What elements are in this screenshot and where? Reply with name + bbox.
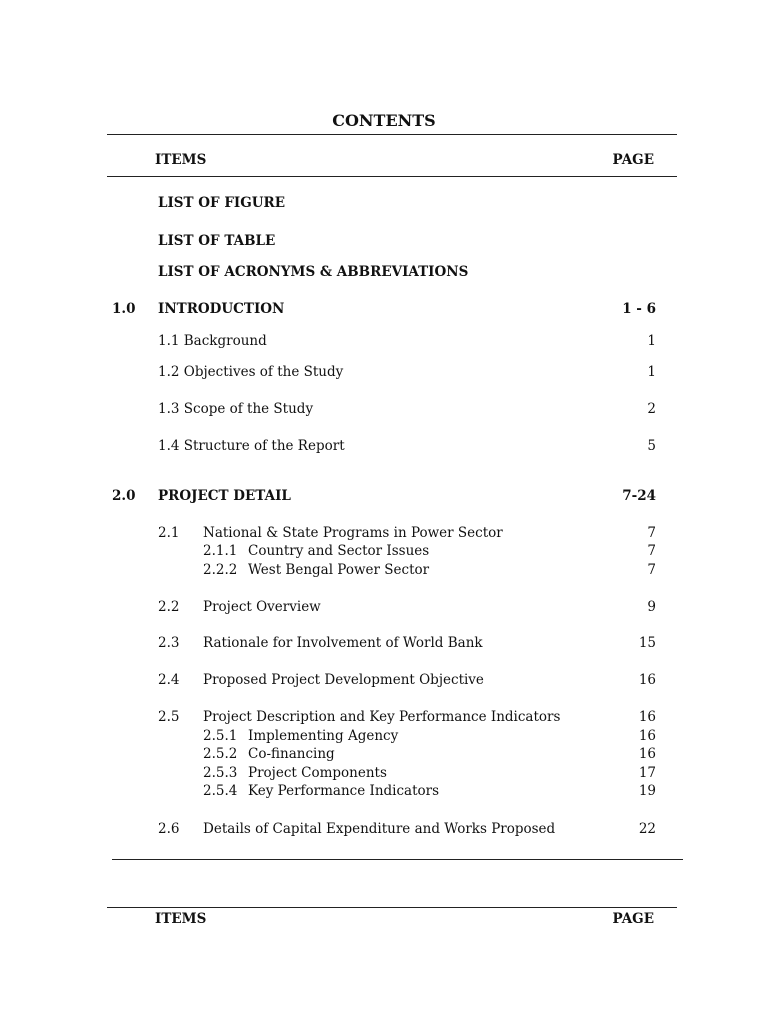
toc-entry-number: 2.4 (158, 672, 180, 688)
header-top-divider (107, 907, 677, 908)
section-number: 1.0 (112, 301, 136, 317)
toc-entry-page: 5 (647, 438, 656, 454)
toc-entry-page: 1 (647, 333, 656, 349)
toc-entry-page: 17 (638, 765, 656, 781)
section-number: 2.0 (112, 488, 136, 504)
toc-entry-page: 7 (647, 562, 656, 578)
section-title: INTRODUCTION (158, 301, 285, 317)
toc-entry-number: 2.5.3 (203, 765, 238, 781)
toc-entry-page: 1 (647, 364, 656, 380)
toc-entry-label: Proposed Project Development Objective (203, 672, 484, 688)
toc-entry-label: Implementing Agency (248, 728, 399, 744)
toc-entry-page: 15 (638, 635, 656, 651)
items-column-header: ITEMS (155, 911, 207, 927)
toc-list-of-table: LIST OF TABLE (158, 233, 276, 249)
toc-entry-number: 2.3 (158, 635, 180, 651)
items-column-header: ITEMS (155, 152, 207, 168)
section-pages: 7-24 (622, 488, 656, 504)
toc-entry-label: 1.3 Scope of the Study (158, 401, 314, 417)
section-title: PROJECT DETAIL (158, 488, 291, 504)
page-column-header: PAGE (612, 152, 654, 168)
page-title: CONTENTS (332, 111, 436, 130)
toc-entry-label: Co-financing (248, 746, 335, 762)
toc-entry-label: Key Performance Indicators (248, 783, 440, 799)
toc-entry-label: West Bengal Power Sector (248, 562, 430, 578)
toc-entry-label: 1.1 Background (158, 333, 267, 349)
section-pages: 1 - 6 (622, 301, 656, 317)
toc-entry-label: National & State Programs in Power Sector (203, 525, 503, 541)
toc-entry-number: 2.5 (158, 709, 180, 725)
toc-entry-page: 16 (638, 709, 656, 725)
toc-entry-page: 22 (638, 821, 656, 837)
toc-entry-page: 19 (638, 783, 656, 799)
toc-entry-number: 2.5.1 (203, 728, 238, 744)
toc-entry-page: 7 (647, 525, 656, 541)
header-divider (107, 176, 677, 177)
table-end-divider (112, 859, 683, 860)
page-column-header: PAGE (612, 911, 654, 927)
toc-entry-page: 9 (647, 599, 656, 615)
toc-entry-page: 2 (647, 401, 656, 417)
toc-entry-number: 2.6 (158, 821, 180, 837)
toc-entry-number: 2.2.2 (203, 562, 238, 578)
toc-entry-label: Project Overview (203, 599, 321, 615)
toc-entry-page: 16 (638, 746, 656, 762)
toc-entry-number: 2.1 (158, 525, 180, 541)
toc-entry-label: Rationale for Involvement of World Bank (203, 635, 483, 651)
title-divider (107, 134, 677, 135)
toc-entry-page: 7 (647, 543, 656, 559)
toc-entry-label: 1.4 Structure of the Report (158, 438, 345, 454)
toc-entry-number: 2.2 (158, 599, 180, 615)
toc-entry-number: 2.5.4 (203, 783, 238, 799)
toc-list-of-acronyms: LIST OF ACRONYMS & ABBREVIATIONS (158, 264, 469, 280)
toc-entry-number: 2.5.2 (203, 746, 238, 762)
toc-entry-label: Details of Capital Expenditure and Works Proposed (203, 821, 556, 837)
toc-entry-label: Country and Sector Issues (248, 543, 430, 559)
toc-list-of-figure: LIST OF FIGURE (158, 195, 286, 211)
toc-entry-label: Project Components (248, 765, 387, 781)
toc-entry-page: 16 (638, 672, 656, 688)
toc-entry-number: 2.1.1 (203, 543, 238, 559)
toc-entry-page: 16 (638, 728, 656, 744)
toc-entry-label: 1.2 Objectives of the Study (158, 364, 344, 380)
toc-entry-label: Project Description and Key Performance Indicators (203, 709, 561, 725)
